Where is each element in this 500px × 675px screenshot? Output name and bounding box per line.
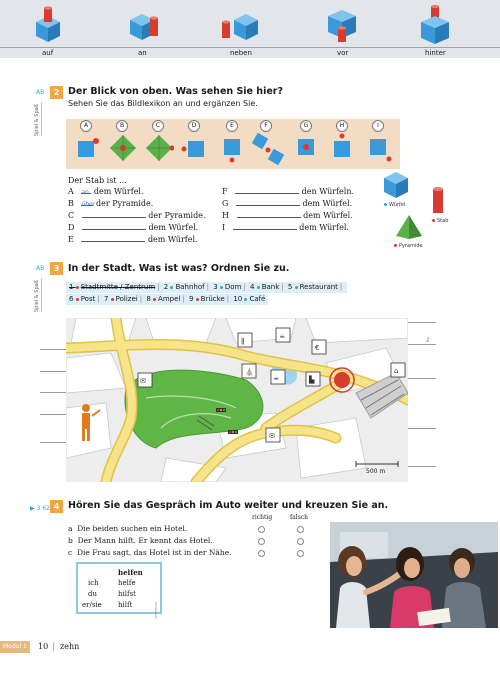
handwritten-answer: an [81, 189, 89, 196]
exercise-number: 3 [50, 262, 63, 275]
conjugation-verb: helfen [118, 568, 143, 577]
blank-g[interactable] [236, 199, 300, 206]
legend-cube: Würfel [384, 202, 405, 208]
picture-lexicon [66, 119, 400, 169]
workbook-tag: AB [36, 89, 45, 96]
cube-top-view-icon [328, 133, 358, 167]
blank-c[interactable] [82, 211, 146, 218]
page-number-word: zehn [60, 642, 80, 651]
svg-text:☕: ☕ [279, 332, 286, 340]
radio-a-false[interactable] [297, 526, 304, 533]
letter-e: E [226, 120, 238, 132]
cloze-row-a [68, 187, 144, 196]
svg-text:✉: ✉ [269, 432, 275, 440]
pronoun: er/sie [82, 601, 102, 609]
exercise-title: Der Blick von oben. Was sehen Sie hier? [68, 86, 283, 97]
label-vor: vor [337, 49, 349, 57]
label-line [408, 378, 436, 379]
column-true: richtig [252, 514, 273, 521]
lexicon-item-g [292, 119, 322, 169]
lexicon-item-a [72, 119, 102, 169]
radio-b-false[interactable] [297, 538, 304, 545]
svg-text:ǁ: ǁ [241, 337, 245, 345]
pronoun: du [88, 590, 97, 598]
cube-rod-on-top-figure [28, 4, 68, 44]
cloze-row-b [68, 199, 153, 208]
word-10: 10 Café [233, 295, 266, 303]
radio-b-true[interactable] [258, 538, 265, 545]
map-scale: 500 m [366, 468, 386, 475]
letter-g: G [300, 120, 312, 132]
row-text: der Pyramide. [148, 211, 206, 220]
exercise-title: Hören Sie das Gespräch im Auto weiter und kreuzen Sie an. [68, 500, 389, 511]
lexicon-item-b [108, 119, 138, 169]
label-neben: neben [230, 49, 252, 57]
label-line [40, 371, 66, 372]
row-letter: H [222, 211, 229, 220]
cloze-row-d [68, 223, 198, 232]
row-letter: C [68, 211, 75, 220]
svg-text:✉: ✉ [140, 377, 146, 385]
car-scene-illustration [330, 522, 498, 628]
word-9: 9 Brücke [188, 295, 225, 303]
row-text: dem Würfel. [147, 235, 198, 244]
row-text: dem Würfel. [302, 199, 353, 208]
word-6: 6 Post [69, 295, 96, 303]
word-bank-row-2: 6 Post | 7 Polizei | 8 Ampel | 9 Brücke | 10 Café [66, 294, 268, 305]
side-tab: Spiel & Spaß [34, 278, 42, 312]
exercise-number: 2 [50, 86, 63, 99]
svg-text:⌂: ⌂ [394, 367, 399, 375]
cloze-row-e [68, 235, 198, 244]
cloze-row-g [222, 199, 352, 208]
blank-h[interactable] [237, 211, 301, 218]
traffic-light-icon [228, 430, 238, 434]
radio-c-false[interactable] [297, 550, 304, 557]
svg-text:€: € [315, 344, 320, 352]
lexicon-item-i [364, 119, 394, 169]
letter-c: C [152, 120, 164, 132]
pyramid-top-view-icon [108, 133, 138, 167]
module-tab: Modul 1 [0, 641, 30, 653]
traffic-light-icon [216, 408, 226, 412]
cube-rod-beside-figure [122, 4, 162, 44]
label-line [40, 414, 66, 415]
legend-rod: Stab [432, 218, 448, 224]
pyramid-icon [394, 214, 424, 240]
blank-d[interactable] [82, 223, 146, 230]
svg-text:▙: ▙ [309, 376, 315, 384]
verb-form: hilfst [118, 590, 136, 598]
side-tab: Spiel & Spaß [34, 102, 42, 136]
column-false: falsch [290, 514, 309, 521]
exercise-instruction: Sehen Sie das Bildlexikon an und ergänzen Sie. [68, 99, 258, 108]
lexicon-item-e [218, 119, 248, 169]
rod-icon [432, 186, 444, 216]
conjugation-box [76, 562, 162, 620]
audio-track: ▶ 3 62 [30, 505, 50, 512]
label-line [40, 442, 66, 443]
letter-i: I [372, 120, 384, 132]
cube-rod-in-front-figure [322, 4, 362, 44]
row-text: dem Würfel. [93, 187, 144, 196]
row-letter: B [68, 199, 74, 208]
svg-text:☕: ☕ [273, 374, 280, 382]
row-letter: I [222, 223, 226, 232]
verb-form: hilft [118, 601, 133, 609]
cloze-row-c [68, 211, 205, 220]
cube-top-view-icon [180, 133, 210, 167]
row-letter: G [222, 199, 229, 208]
word-7: 7 Polizei [103, 295, 138, 303]
blank-i[interactable] [233, 223, 297, 230]
city-center-marker [334, 372, 350, 388]
row-letter: D [68, 223, 75, 232]
city-map [66, 318, 408, 482]
handwritten-answer: über [81, 201, 96, 208]
handwritten-answer: 1 [426, 337, 430, 344]
label-an: an [138, 49, 147, 57]
cube-icon [382, 170, 410, 200]
car-photo [330, 522, 498, 628]
verb-form: helfe [118, 579, 136, 587]
label-line [408, 428, 436, 429]
row-text: den Würfeln. [301, 187, 355, 196]
label-line [40, 392, 66, 393]
cube-rod-top-view-icon [74, 133, 102, 167]
workbook-tag: AB [36, 265, 45, 272]
radio-c-true[interactable] [258, 550, 265, 557]
lexicon-item-h [328, 119, 358, 169]
blank-f[interactable] [235, 187, 299, 194]
word-bank-row-1: 1 Stadtmitte / Zentrum | 2 Bahnhof | 3 Dom | 4 Bank | 5 Restaurant | [66, 282, 347, 293]
statement-b: b Der Mann hilft. Er kennt das Hotel. [68, 536, 213, 545]
grammar-ref: Grammatik [154, 602, 158, 620]
blank-a[interactable] [81, 187, 91, 194]
word-8: 8 Ampel [146, 295, 181, 303]
lexicon-item-d [180, 119, 210, 169]
svg-text:⛪: ⛪ [245, 368, 254, 376]
strip-divider [0, 47, 500, 48]
statement-c: c Die Frau sagt, das Hotel ist in der Nähe. [68, 548, 232, 557]
page-separator: | [52, 642, 55, 651]
label-line [408, 344, 436, 345]
pyramid-top-view-icon [144, 133, 174, 167]
label-line [408, 322, 436, 323]
word-3: 3 Dom [213, 283, 242, 291]
cloze-intro: Der Stab ist ... [68, 176, 127, 185]
city-map-drawing [66, 318, 408, 482]
blank-b[interactable] [81, 199, 96, 208]
row-letter: E [68, 235, 74, 244]
letter-a: A [80, 120, 92, 132]
lexicon-item-c [144, 119, 174, 169]
row-text: dem Würfel. [303, 211, 353, 220]
two-cubes-top-view-icon [252, 131, 292, 169]
letter-b: B [116, 120, 128, 132]
word-4: 4 Bank [250, 283, 280, 291]
letter-h: H [336, 120, 348, 132]
cube-rod-behind-figure [415, 4, 455, 44]
lexicon-item-f [252, 119, 282, 169]
cube-top-view-icon [218, 133, 248, 167]
pronoun: ich [88, 579, 99, 587]
label-line [40, 349, 66, 350]
label-line [408, 466, 436, 467]
cloze-row-f [222, 187, 354, 196]
legend-pyramid: Pyramide [394, 243, 423, 249]
cube-rod-top-view-icon [294, 133, 322, 167]
cloze-row-h [222, 211, 353, 220]
row-text: dem Würfel. [299, 223, 349, 232]
exercise-number: 4 [50, 500, 63, 513]
word-2: 2 Bahnhof [163, 283, 205, 291]
letter-d: D [188, 120, 200, 132]
cube-top-view-icon [364, 133, 394, 167]
word-1: 1 Stadtmitte / Zentrum [69, 283, 156, 291]
letter-f: F [260, 120, 272, 132]
row-text: dem Würfel. [148, 223, 199, 232]
row-letter: A [68, 187, 74, 196]
row-letter: F [222, 187, 228, 196]
label-hinter: hinter [425, 49, 446, 57]
page-number: 10 [38, 642, 49, 651]
radio-a-true[interactable] [258, 526, 265, 533]
word-5: 5 Restaurant [287, 283, 338, 291]
row-text: der Pyramide. [95, 199, 154, 208]
cloze-row-i [222, 223, 349, 232]
label-auf: auf [42, 49, 54, 57]
blank-e[interactable] [81, 235, 145, 242]
exercise-title: In der Stadt. Was ist was? Ordnen Sie zu. [68, 263, 290, 274]
cube-rod-next-to-figure [220, 4, 260, 44]
statement-a: a Die beiden suchen ein Hotel. [68, 524, 188, 533]
